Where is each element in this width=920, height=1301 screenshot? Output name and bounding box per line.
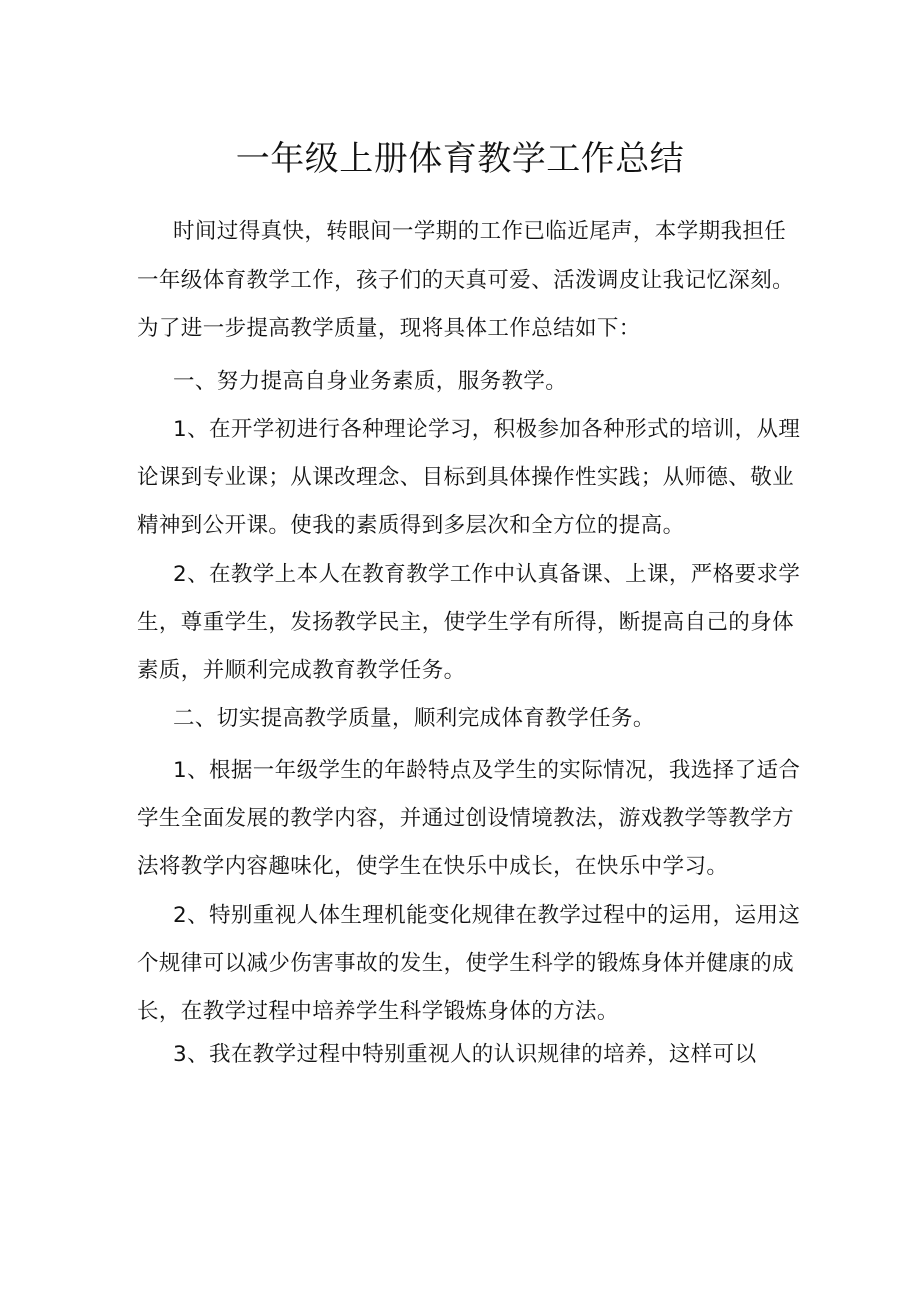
text-line: 2、在教学上本人在教育教学工作中认真备课、上课，严格要求学: [173, 562, 801, 587]
section-heading: 二、切实提高教学质量，顺利完成体育教学任务。: [173, 706, 655, 731]
section-heading: 一、努力提高自身业务素质，服务教学。: [173, 369, 568, 394]
text-line: 素质，并顺利完成教育教学任务。: [137, 658, 466, 683]
text-line: 精神到公开课。使我的素质得到多层次和全方位的提高。: [137, 513, 685, 538]
text-line: 2、特别重视人体生理机能变化规律在教学过程中的运用，运用这: [173, 903, 801, 928]
text-line: 个规律可以减少伤害事故的发生，使学生科学的锻炼身体并健康的成: [137, 951, 795, 976]
text-line: 时间过得真快，转眼间一学期的工作已临近尾声，本学期我担任: [173, 219, 787, 244]
text-line: 为了进一步提高教学质量，现将具体工作总结如下：: [137, 316, 641, 341]
text-line: 1、在开学初进行各种理论学习，积极参加各种形式的培训，从理: [173, 417, 801, 442]
text-line: 1、根据一年级学生的年龄特点及学生的实际情况，我选择了适合: [173, 758, 801, 783]
text-line: 生，尊重学生，发扬教学民主，使学生学有所得，断提高自己的身体: [137, 610, 795, 635]
text-line: 3、我在教学过程中特别重视人的认识规律的培养，这样可以: [173, 1042, 757, 1067]
text-line: 长，在教学过程中培养学生科学锻炼身体的方法。: [137, 999, 619, 1024]
text-line: 一年级体育教学工作，孩子们的天真可爱、活泼调皮让我记忆深刻。: [137, 268, 795, 293]
text-line: 论课到专业课；从课改理念、目标到具体操作性实践；从师德、敬业: [137, 465, 795, 490]
text-line: 法将教学内容趣味化，使学生在快乐中成长，在快乐中学习。: [137, 854, 729, 879]
document-title: 一年级上册体育教学工作总结: [235, 139, 685, 179]
text-line: 学生全面发展的教学内容，并通过创设情境教法，游戏教学等教学方: [137, 806, 795, 831]
